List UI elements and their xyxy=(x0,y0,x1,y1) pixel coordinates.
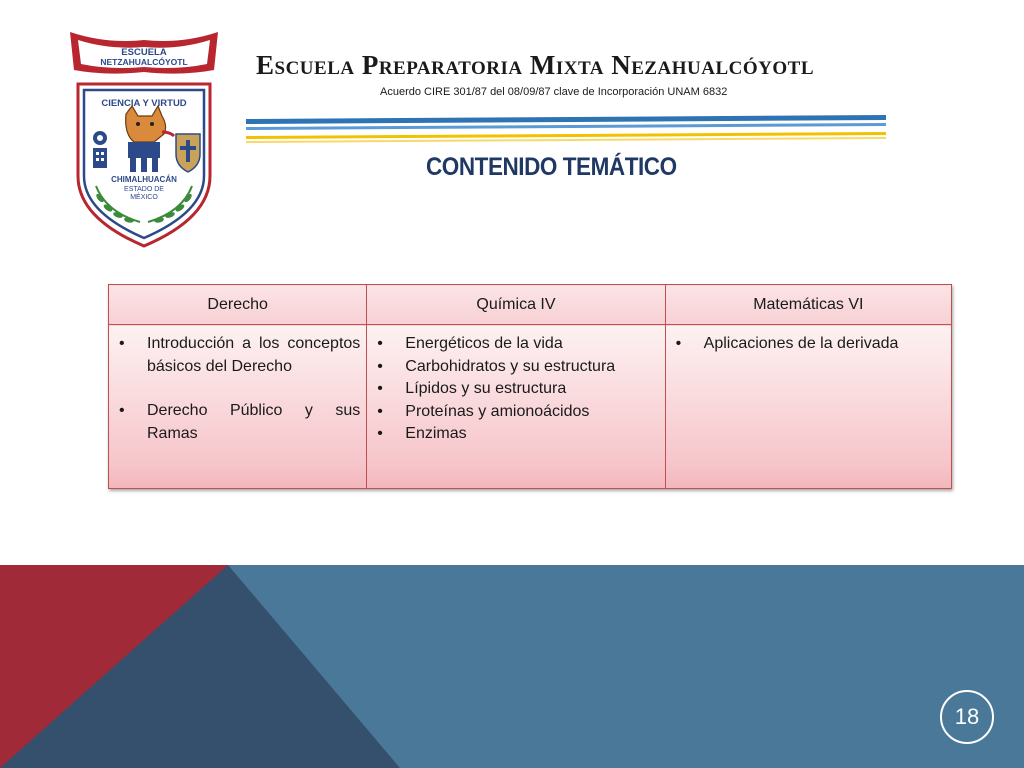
header-stripes xyxy=(246,112,886,146)
section-title: CONTENIDO TEMÁTICO xyxy=(426,153,677,181)
motto-text: CIENCIA Y VIRTUD xyxy=(101,98,187,109)
header-derecho: Derecho xyxy=(109,285,367,325)
school-crest-logo xyxy=(66,26,222,248)
matematicas-topic-list xyxy=(672,333,945,356)
table-row xyxy=(109,325,952,489)
banner-line2: NETZAHUALCÓYOTL xyxy=(100,57,188,67)
place-line2: ESTADO DE xyxy=(124,186,164,193)
list-item: • Derecho Público y sus Ramas xyxy=(115,400,360,445)
place-line1: CHIMALHUACÁN xyxy=(111,175,177,184)
aztec-glyph-icon xyxy=(93,131,107,168)
list-item: • Introducción a los conceptos básicos del Derecho xyxy=(115,333,360,378)
accord-subtitle: Acuerdo CIRE 301/87 del 08/09/87 clave de Incorporación UNAM 6832 xyxy=(380,86,728,98)
table-header-row xyxy=(109,285,952,325)
page-number-badge: 18 xyxy=(940,690,994,744)
list-item: • Aplicaciones de la derivada xyxy=(672,333,945,356)
cell-derecho xyxy=(109,325,367,489)
list-item: • Energéticos de la vida xyxy=(373,333,658,356)
list-item: • Carbohidratos y su estructura xyxy=(373,356,658,379)
list-item: • Enzimas xyxy=(373,423,658,446)
cell-quimica xyxy=(367,325,665,489)
mini-shield-icon xyxy=(176,134,200,172)
school-name-heading: Escuela Preparatoria Mixta Nezahualcóyotl xyxy=(256,50,815,80)
quimica-topic-list xyxy=(373,333,658,446)
cell-matematicas xyxy=(665,325,951,489)
header-quimica: Química IV xyxy=(367,285,665,325)
bottom-decor-band xyxy=(0,565,1024,768)
list-item: • Proteínas y amionoácidos xyxy=(373,401,658,424)
banner-line1: ESCUELA xyxy=(121,47,167,58)
header-matematicas: Matemáticas VI xyxy=(665,285,951,325)
topics-table xyxy=(108,284,952,489)
place-line3: MÉXICO xyxy=(130,194,158,201)
derecho-topic-list xyxy=(115,333,360,445)
list-item: • Lípidos y su estructura xyxy=(373,378,658,401)
